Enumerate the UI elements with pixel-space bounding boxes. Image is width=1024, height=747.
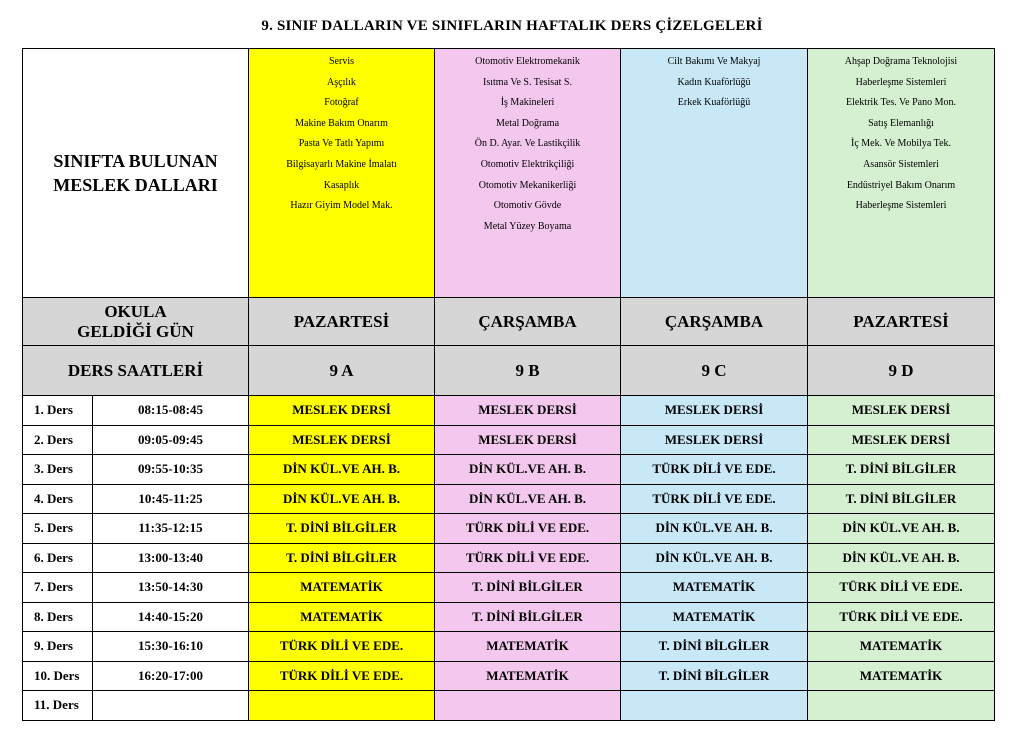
lesson-9d: MATEMATİK (808, 661, 995, 691)
lesson-number: 10. Ders (23, 661, 93, 691)
lesson-9b: MESLEK DERSİ (435, 396, 621, 426)
lesson-number: 4. Ders (23, 484, 93, 514)
branch-item: Elektrik Tes. Ve Pano Mon. (845, 97, 957, 109)
lesson-9b: T. DİNİ BİLGİLER (435, 602, 621, 632)
lesson-9b: DİN KÜL.VE AH. B. (435, 455, 621, 485)
branches-header (23, 49, 249, 298)
lesson-9c: MATEMATİK (621, 602, 808, 632)
lesson-9c: DİN KÜL.VE AH. B. (621, 543, 808, 573)
lesson-9b: MATEMATİK (435, 661, 621, 691)
lesson-row (23, 573, 995, 603)
day-header (23, 298, 249, 346)
lesson-9b: DİN KÜL.VE AH. B. (435, 484, 621, 514)
branch-item: Metal Doğrama (495, 117, 560, 129)
lesson-time: 10:45-11:25 (93, 484, 249, 514)
lesson-9d: DİN KÜL.VE AH. B. (808, 543, 995, 573)
lesson-9a: MATEMATİK (249, 602, 435, 632)
lesson-9b: T. DİNİ BİLGİLER (435, 573, 621, 603)
lesson-row (23, 425, 995, 455)
branch-item: Satış Elemanlığı (868, 117, 934, 129)
classes-row (23, 346, 995, 396)
day-9c: ÇARŞAMBA (621, 298, 808, 346)
lesson-row (23, 632, 995, 662)
lesson-9b: TÜRK DİLİ VE EDE. (435, 543, 621, 573)
branch-item: Isıtma Ve S. Tesisat S. (483, 76, 572, 88)
day-9b: ÇARŞAMBA (435, 298, 621, 346)
lesson-row (23, 661, 995, 691)
class-9d: 9 D (808, 346, 995, 396)
day-header-line2: GELDİĞİ GÜN (77, 321, 194, 341)
lesson-time: 13:50-14:30 (93, 573, 249, 603)
lesson-9c: MATEMATİK (621, 573, 808, 603)
lesson-9c: TÜRK DİLİ VE EDE. (621, 484, 808, 514)
branch-item: Servis (329, 56, 354, 67)
lesson-9d: TÜRK DİLİ VE EDE. (808, 602, 995, 632)
branches-header-line2: MESLEK DALLARI (53, 175, 218, 195)
lesson-9c: T. DİNİ BİLGİLER (621, 661, 808, 691)
lesson-9a: TÜRK DİLİ VE EDE. (249, 661, 435, 691)
lesson-9d: TÜRK DİLİ VE EDE. (808, 573, 995, 603)
hours-header: DERS SAATLERİ (23, 346, 249, 396)
lesson-9c: MESLEK DERSİ (621, 425, 808, 455)
branch-item: Makine Bakım Onarım (295, 117, 388, 129)
branch-item: Otomotiv Mekanikerliği (478, 179, 577, 191)
lesson-time: 15:30-16:10 (93, 632, 249, 662)
lesson-9a: MESLEK DERSİ (249, 425, 435, 455)
branch-item: Endüstriyel Bakım Onarım (846, 179, 956, 191)
branch-item: Metal Yüzey Boyama (483, 220, 572, 232)
branch-item: Otomotiv Elektrikçiliği (480, 158, 575, 170)
class-9b: 9 B (435, 346, 621, 396)
lesson-9c (621, 691, 808, 721)
lesson-9a (249, 691, 435, 721)
branch-item: Fotoğraf (324, 97, 359, 109)
lesson-row (23, 691, 995, 721)
lesson-time: 16:20-17:00 (93, 661, 249, 691)
branch-item: Otomotiv Elektromekanik (475, 56, 580, 67)
branch-item: Aşçılık (327, 76, 356, 88)
lesson-9d: T. DİNİ BİLGİLER (808, 484, 995, 514)
branch-item: Haberleşme Sistemleri (855, 76, 947, 88)
lesson-9a: T. DİNİ BİLGİLER (249, 543, 435, 573)
lesson-time: 14:40-15:20 (93, 602, 249, 632)
class-9c: 9 C (621, 346, 808, 396)
lesson-9c: MESLEK DERSİ (621, 396, 808, 426)
lesson-row (23, 602, 995, 632)
branch-item: Kadın Kuaförlüğü (677, 76, 751, 88)
branches-9d (808, 49, 995, 298)
branch-item: Otomotiv Gövde (493, 200, 562, 212)
branch-item: Ahşap Doğrama Teknolojisi (844, 56, 958, 67)
branches-header-line1: SINIFTA BULUNAN (53, 151, 218, 171)
lesson-9c: DİN KÜL.VE AH. B. (621, 514, 808, 544)
branch-item: Cilt Bakımı Ve Makyaj (667, 56, 761, 67)
branch-item: Haberleşme Sistemleri (855, 200, 947, 212)
lesson-9d: MESLEK DERSİ (808, 425, 995, 455)
branch-item: Bilgisayarlı Makine İmalatı (286, 158, 397, 170)
branch-item: İç Mek. Ve Mobilya Tek. (850, 138, 952, 150)
lesson-time: 08:15-08:45 (93, 396, 249, 426)
lesson-9a: TÜRK DİLİ VE EDE. (249, 632, 435, 662)
branch-item: Asansör Sistemleri (863, 158, 939, 170)
lesson-9a: DİN KÜL.VE AH. B. (249, 484, 435, 514)
lesson-number: 11. Ders (23, 691, 93, 721)
branch-item: Ön D. Ayar. Ve Lastikçilik (474, 138, 581, 150)
lesson-number: 3. Ders (23, 455, 93, 485)
days-row (23, 298, 995, 346)
lesson-9d: MESLEK DERSİ (808, 396, 995, 426)
lesson-number: 9. Ders (23, 632, 93, 662)
lesson-row (23, 543, 995, 573)
lesson-9a: MATEMATİK (249, 573, 435, 603)
lesson-time: 13:00-13:40 (93, 543, 249, 573)
lesson-9b: MESLEK DERSİ (435, 425, 621, 455)
branches-9b (435, 49, 621, 298)
day-9a: PAZARTESİ (249, 298, 435, 346)
lesson-row (23, 396, 995, 426)
lesson-9a: T. DİNİ BİLGİLER (249, 514, 435, 544)
lesson-number: 5. Ders (23, 514, 93, 544)
branches-9a (249, 49, 435, 298)
lesson-number: 8. Ders (23, 602, 93, 632)
lesson-row (23, 484, 995, 514)
lesson-9d: T. DİNİ BİLGİLER (808, 455, 995, 485)
lesson-row (23, 514, 995, 544)
schedule-table (22, 48, 995, 721)
branches-row (23, 49, 995, 298)
lesson-9b: MATEMATİK (435, 632, 621, 662)
day-9d: PAZARTESİ (808, 298, 995, 346)
lesson-9d: MATEMATİK (808, 632, 995, 662)
lesson-number: 7. Ders (23, 573, 93, 603)
branch-item: Hazır Giyim Model Mak. (290, 200, 393, 212)
branch-item: Erkek Kuaförlüğü (677, 97, 751, 109)
lesson-9c: TÜRK DİLİ VE EDE. (621, 455, 808, 485)
lesson-number: 6. Ders (23, 543, 93, 573)
lesson-time: 11:35-12:15 (93, 514, 249, 544)
lesson-number: 1. Ders (23, 396, 93, 426)
lesson-9b: TÜRK DİLİ VE EDE. (435, 514, 621, 544)
lesson-9c: T. DİNİ BİLGİLER (621, 632, 808, 662)
lesson-row (23, 455, 995, 485)
branch-item: Pasta Ve Tatlı Yapımı (298, 138, 385, 150)
lesson-9a: MESLEK DERSİ (249, 396, 435, 426)
lesson-time (93, 691, 249, 721)
branch-item: Kasaplık (323, 179, 360, 191)
lesson-9d (808, 691, 995, 721)
lesson-number: 2. Ders (23, 425, 93, 455)
day-header-line1: OKULA (104, 301, 167, 321)
lesson-time: 09:55-10:35 (93, 455, 249, 485)
class-9a: 9 A (249, 346, 435, 396)
lesson-9d: DİN KÜL.VE AH. B. (808, 514, 995, 544)
lesson-time: 09:05-09:45 (93, 425, 249, 455)
lesson-9a: DİN KÜL.VE AH. B. (249, 455, 435, 485)
lesson-9b (435, 691, 621, 721)
page-title: 9. SINIF DALLARIN VE SINIFLARIN HAFTALIK DERS ÇİZELGELERİ (261, 18, 763, 34)
branch-item: İş Makineleri (500, 97, 555, 109)
branches-9c (621, 49, 808, 298)
